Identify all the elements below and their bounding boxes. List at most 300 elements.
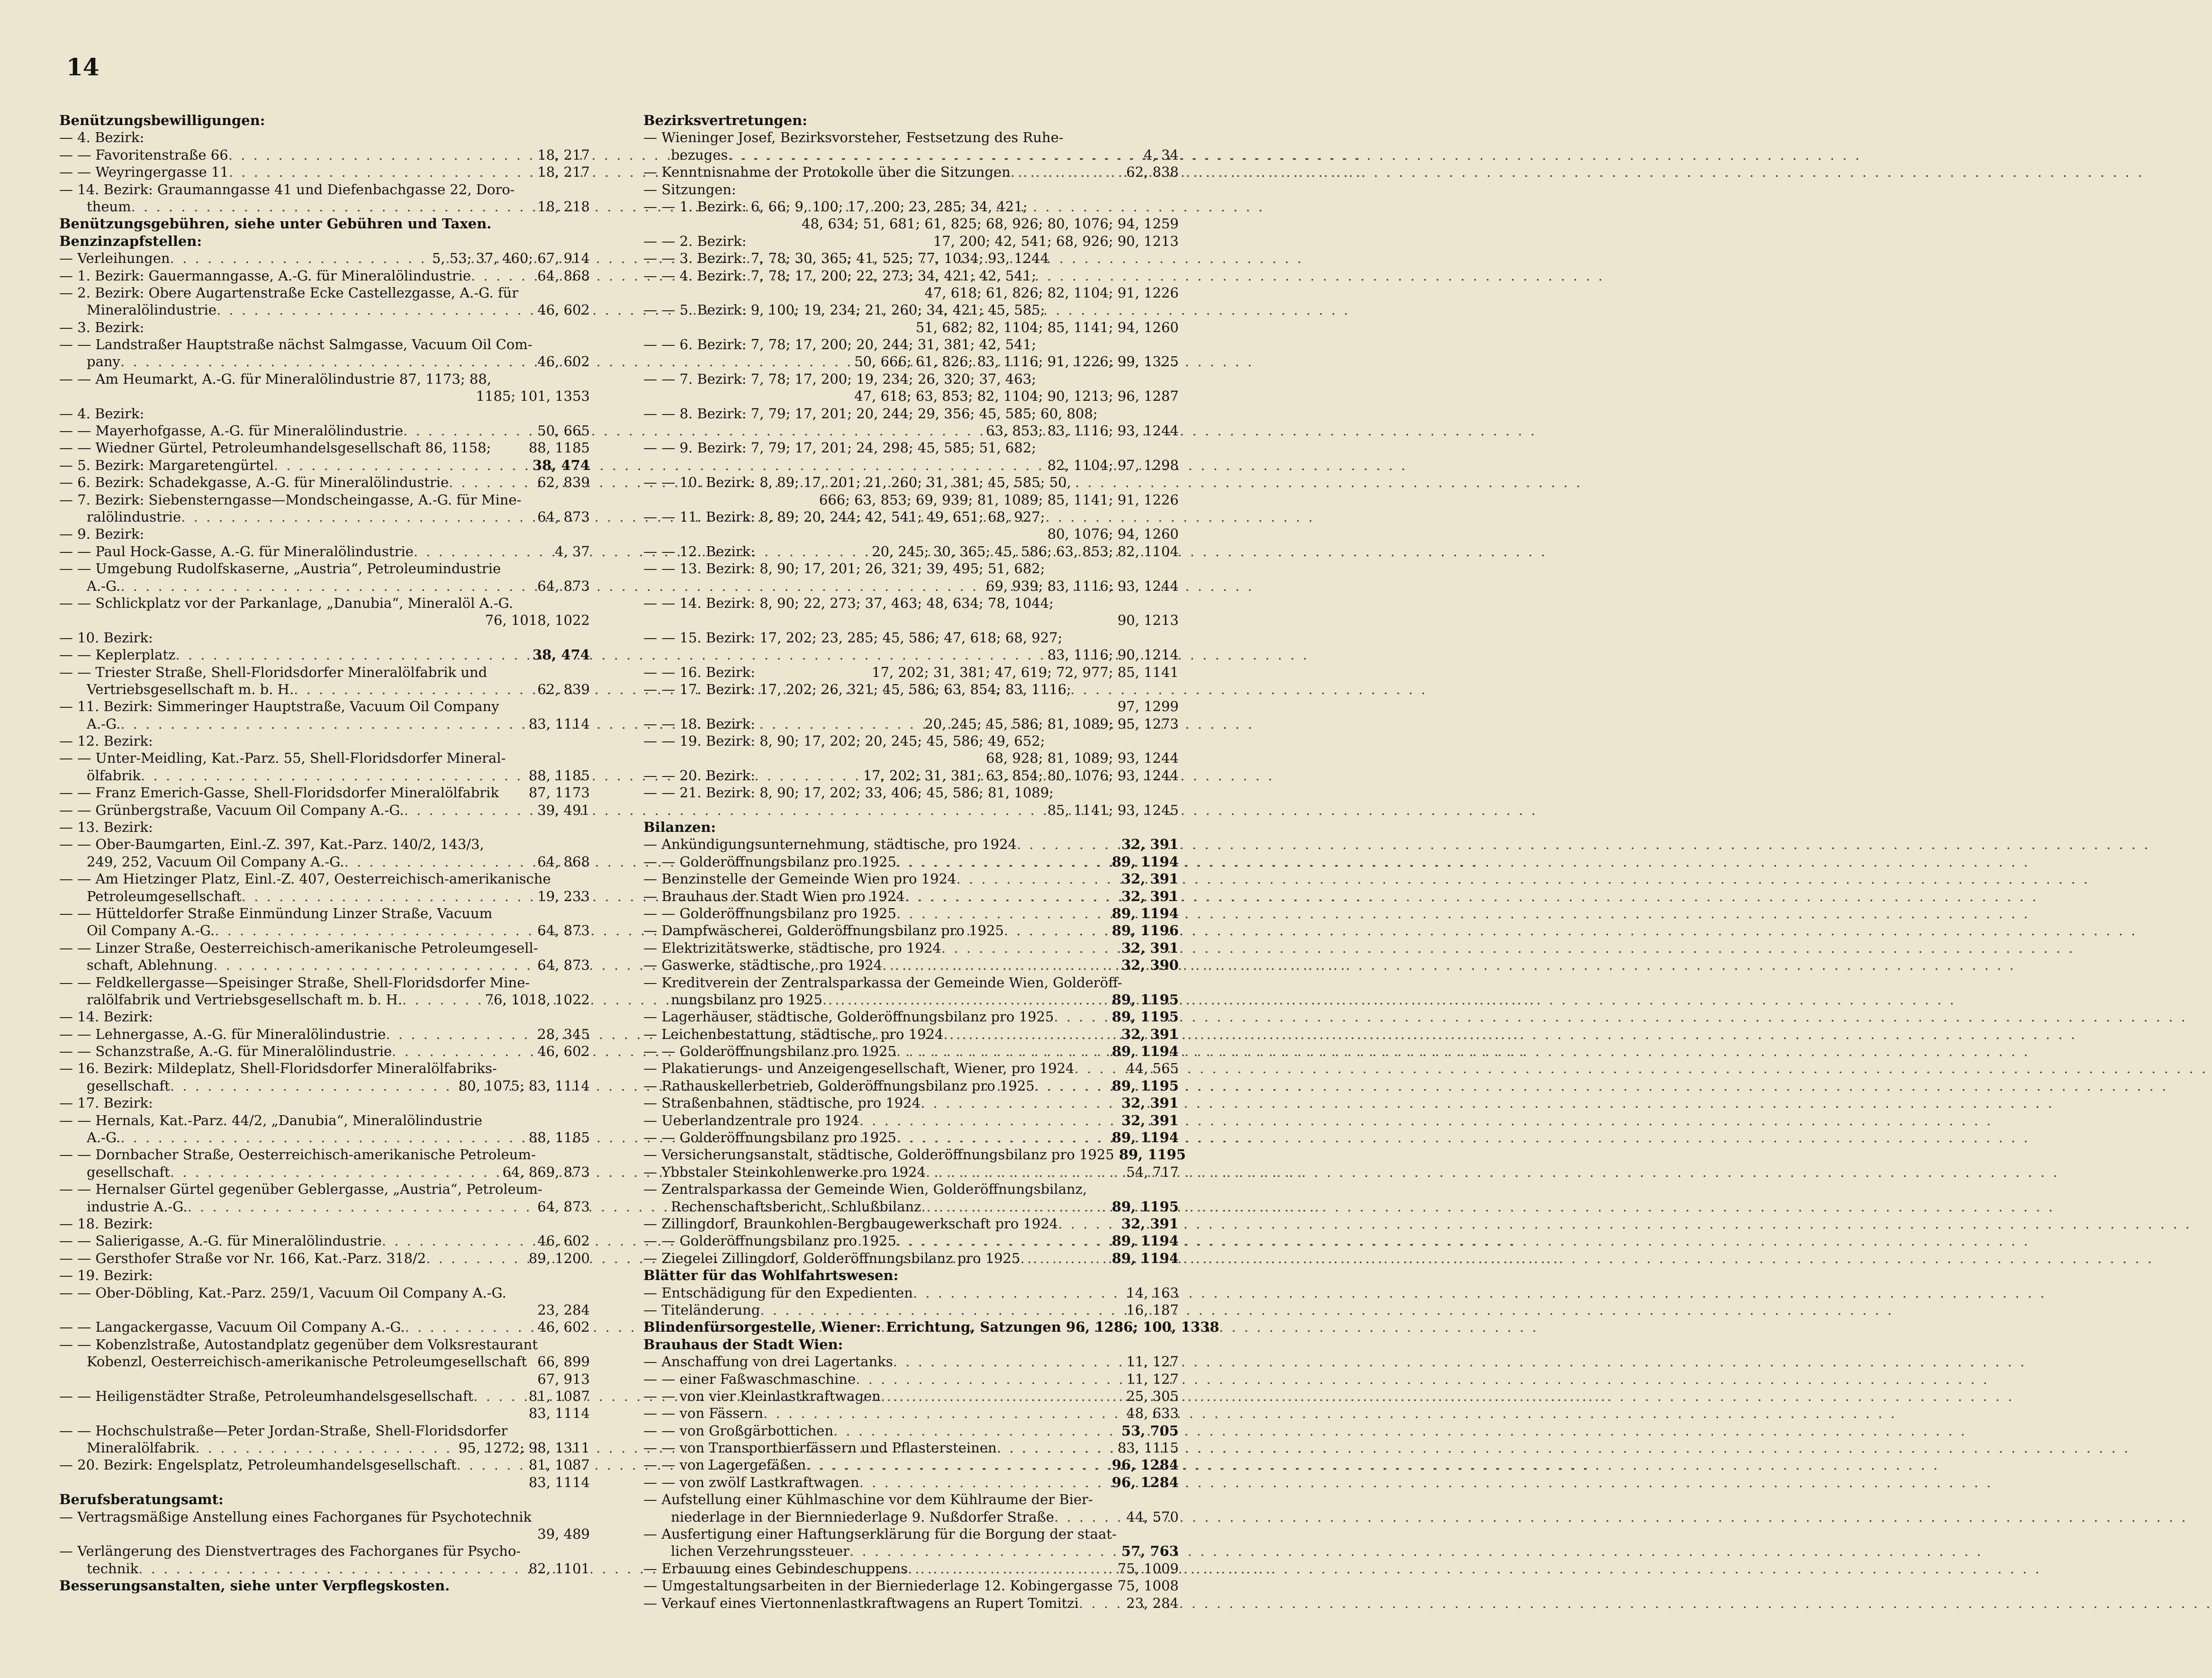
entry-text: industrie A.-G. — [87, 1198, 188, 1215]
page-reference: 89, 1194 — [1111, 1250, 1179, 1266]
index-entry — [59, 939, 590, 956]
dot-leader — [392, 1043, 533, 1060]
index-entry — [59, 991, 590, 1008]
index-heading — [643, 112, 1179, 129]
entry-text: — 3. Bezirk: — [59, 319, 144, 335]
page-reference: 28, 345 — [537, 1026, 590, 1042]
entry-text: Blindenfürsorgestelle, Wiener: Errichtung, Satzungen 96, 1286; 100, 1338 — [643, 1319, 1219, 1335]
index-entry — [643, 1474, 1179, 1491]
dot-leader — [882, 956, 1117, 974]
index-entry — [643, 1577, 1179, 1594]
index-entry — [643, 405, 1179, 422]
index-entry — [643, 698, 1179, 715]
page-reference: 32, 391 — [1121, 1095, 1179, 1111]
page-reference: 16, 187 — [1126, 1301, 1179, 1318]
dot-leader — [896, 1129, 1107, 1146]
page-reference: 11, 127 — [1126, 1353, 1179, 1370]
entry-text: — 12. Bezirk: — [59, 733, 153, 749]
page-reference: 4, 37 — [555, 543, 590, 559]
index-entry — [643, 1008, 1179, 1025]
index-entry — [59, 1094, 590, 1111]
index-entry — [643, 1388, 1179, 1405]
index-entry — [643, 215, 1179, 232]
page-reference: 57, 763 — [1121, 1543, 1179, 1560]
index-entry — [643, 664, 1179, 681]
index-entry — [59, 543, 590, 560]
index-entry — [643, 577, 1179, 595]
entry-text: schaft, Ablehnung — [87, 957, 214, 974]
page-reference: 88, 1185 — [528, 440, 590, 456]
index-entry — [643, 1371, 1179, 1388]
index-entry — [643, 1094, 1179, 1111]
entry-text: — Elektrizitätswerke, städtische, pro 1924 — [643, 939, 941, 956]
entry-text: — — 16. Bezirk: — [643, 664, 756, 680]
dot-leader — [195, 1439, 453, 1456]
entry-text: — Entschädigung für den Expedienten — [643, 1284, 913, 1301]
page-reference: 11, 127 — [1126, 1371, 1179, 1387]
entry-text: — Versicherungsanstalt, städtische, Golderöffnungsbilanz pro 1925 — [643, 1146, 1114, 1163]
page-reference: 25, 305 — [1126, 1388, 1179, 1404]
dot-leader — [131, 198, 533, 215]
dot-leader — [921, 1198, 1107, 1215]
index-entry — [643, 181, 1179, 198]
page-reference: 46, 602 — [537, 353, 590, 370]
index-entry — [59, 560, 590, 577]
index-entry — [59, 1077, 590, 1094]
page-reference: 64, 873 — [537, 577, 590, 594]
index-entry — [643, 1491, 1179, 1508]
entry-text: — — Schlickplatz vor der Parkanlage, „Danubia“, Mineralöl A.-G. — [59, 595, 514, 611]
index-entry — [643, 301, 1179, 318]
page-reference: 95, 1272; 98, 1311 — [458, 1440, 590, 1456]
index-entry — [643, 525, 1179, 542]
entry-text: ralölindustrie — [87, 508, 181, 525]
entry-text: — Zillingdorf, Braunkohlen-Bergbaugewerkschaft pro 1924 — [643, 1216, 1058, 1232]
entry-text: Rechenschaftsbericht, Schlußbilanz — [671, 1198, 921, 1215]
index-entry — [643, 853, 1179, 870]
index-entry — [59, 1043, 590, 1060]
entry-text: A.-G. — [87, 1129, 121, 1146]
index-column-left — [59, 112, 590, 1595]
index-entry — [59, 1008, 590, 1025]
page-reference: 64, 869, 873 — [502, 1164, 590, 1180]
entry-text: — Straßenbahnen, städtische, pro 1924 — [643, 1095, 921, 1111]
index-entry — [59, 525, 590, 542]
index-entry — [59, 1422, 590, 1439]
dot-leader — [822, 991, 1107, 1008]
index-entry — [643, 146, 1179, 163]
entry-text: — Kenntnisnahme der Protokolle über die Sitzungen — [643, 164, 1011, 180]
index-entry — [643, 732, 1179, 749]
entry-text: — — 13. Bezirk: 8, 90; 17, 201; 26, 321; 39, 495; 51, 682; — [643, 560, 1045, 577]
page-reference: 32, 391 — [1121, 1112, 1179, 1128]
index-entry — [643, 715, 1179, 732]
page-reference: 23, 284 — [537, 1301, 590, 1318]
index-entry — [59, 1543, 590, 1560]
page-reference: 67, 913 — [537, 1371, 590, 1387]
entry-text: — — Heiligenstädter Straße, Petroleumhandelsgesellschaft — [59, 1388, 474, 1404]
index-entry — [643, 233, 1179, 250]
entry-text: — — Golderöffnungsbilanz pro 1925 — [643, 1129, 896, 1146]
page-reference: 17, 202; 31, 381; 63, 854; 80, 1076; 93, 1244 — [863, 767, 1179, 784]
index-entry — [643, 939, 1179, 956]
entry-text: Bilanzen: — [643, 819, 716, 836]
entry-text: Blätter für das Wohlfahrtswesen: — [643, 1267, 899, 1284]
page-reference: 17, 202; 31, 381; 47, 619; 72, 977; 85, 1141 — [872, 664, 1179, 680]
index-entry — [643, 1112, 1179, 1129]
entry-text: Berufsberatungsamt: — [59, 1491, 224, 1508]
entry-text: — — Schanzstraße, A.-G. für Mineralölindustrie — [59, 1043, 392, 1060]
page-reference: 46, 602 — [537, 1043, 590, 1060]
index-entry — [643, 922, 1179, 939]
index-entry — [643, 595, 1179, 612]
page-reference: 83, 1115 — [1117, 1440, 1179, 1456]
entry-text: — Ziegelei Zillingdorf, Golderöffnungsbilanz pro 1925 — [643, 1250, 1020, 1266]
index-entry — [643, 1543, 1179, 1560]
entry-text: — — 20. Bezirk: — [643, 767, 756, 784]
entry-text: — 11. Bezirk: Simmeringer Hauptstraße, Vacuum Oil Company — [59, 698, 499, 715]
page-reference: 19, 233 — [537, 888, 590, 904]
entry-text: — 2. Bezirk: Obere Augartenstraße Ecke Castellezgasse, A.-G. für — [59, 284, 519, 301]
index-entry — [643, 905, 1179, 922]
page-reference: 81, 1087 — [528, 1457, 590, 1473]
page-reference: 32, 391 — [1121, 888, 1179, 904]
entry-text: — — Golderöffnungsbilanz pro 1925 — [643, 1233, 896, 1249]
index-entry — [59, 1215, 590, 1232]
index-entry — [643, 974, 1179, 991]
index-entry — [643, 888, 1179, 905]
entry-text: — — Golderöffnungsbilanz pro 1925 — [643, 853, 896, 870]
index-entry — [643, 1560, 1179, 1577]
page-reference: 1185; 101, 1353 — [476, 388, 590, 405]
index-entry — [59, 1560, 590, 1577]
index-entry — [643, 560, 1179, 577]
dot-leader — [1079, 1595, 1121, 1612]
entry-text: bezuges — [671, 146, 728, 163]
dot-leader — [1074, 1060, 1122, 1077]
index-entry — [59, 802, 590, 819]
dot-leader — [833, 1422, 1117, 1439]
page-reference: 4, 34 — [1144, 146, 1179, 163]
index-entry — [643, 1250, 1179, 1267]
entry-text: — — Hernalser Gürtel gegenüber Geblergasse, „Austria“, Petroleum- — [59, 1181, 542, 1198]
page-reference: 32, 391 — [1121, 1026, 1179, 1042]
index-entry — [643, 1508, 1179, 1525]
dot-leader — [1035, 1077, 1107, 1094]
dot-leader — [893, 1353, 1122, 1370]
index-entry — [59, 1198, 590, 1215]
dot-leader — [457, 1456, 524, 1473]
entry-text: — Dampfwäscherei, Golderöffnungsbilanz pro 1925 — [643, 922, 1004, 939]
dot-leader — [926, 1164, 1121, 1181]
entry-text: — Verlängerung des Dienstvertrages des Fachorganes für Psycho- — [59, 1543, 521, 1560]
index-entry — [59, 405, 590, 422]
page-reference: 80, 1075; 83, 1114 — [458, 1077, 590, 1094]
index-heading — [59, 112, 590, 129]
index-entry — [643, 1456, 1179, 1473]
dot-leader — [414, 543, 550, 560]
index-entry — [643, 646, 1179, 663]
page-reference: 76, 1018, 1022 — [485, 612, 590, 629]
entry-text: — — 15. Bezirk: 17, 202; 23, 285; 45, 586; 47, 618; 68, 927; — [643, 629, 1063, 646]
index-entry — [59, 146, 590, 163]
index-entry — [59, 1129, 590, 1146]
dot-leader — [274, 457, 528, 474]
dot-leader — [856, 1371, 1121, 1388]
index-entry — [643, 267, 1179, 284]
index-entry — [643, 956, 1179, 974]
dot-leader — [404, 802, 533, 819]
dot-leader — [859, 1474, 1107, 1491]
index-entry — [59, 336, 590, 353]
index-entry — [59, 1112, 590, 1129]
page-reference: 82, 1101 — [528, 1560, 590, 1577]
index-entry — [59, 956, 590, 974]
page-reference: 47, 618; 61, 826; 82, 1104; 91, 1226 — [924, 284, 1179, 301]
entry-text: — — Keplerplatz — [59, 647, 176, 663]
index-entry — [59, 681, 590, 698]
entry-text: — — von Großgärbottichen — [643, 1422, 834, 1439]
dot-leader — [997, 1439, 1113, 1456]
index-entry — [59, 1371, 590, 1388]
dot-leader — [896, 905, 1107, 922]
index-entry — [643, 1525, 1179, 1543]
dot-leader — [1054, 1008, 1107, 1025]
entry-text: — Gaswerke, städtische, pro 1924 — [643, 957, 883, 974]
index-entry — [59, 767, 590, 784]
entry-text: Besserungsanstalten, siehe unter Verpflegskosten. — [59, 1578, 450, 1594]
dot-leader — [859, 1112, 1117, 1129]
index-entry — [643, 870, 1179, 887]
index-column-right — [643, 112, 1219, 1612]
entry-text: — Leichenbestattung, städtische, pro 1924 — [643, 1026, 944, 1042]
entry-text: — Zentralsparkassa der Gemeinde Wien, Golderöffnungsbilanz, — [643, 1181, 1087, 1198]
index-entry — [59, 267, 590, 284]
dot-leader — [913, 1284, 1121, 1301]
entry-text: — Benzinstelle der Gemeinde Wien pro 1924 — [643, 871, 957, 887]
entry-text: — 7. Bezirk: Siebensterngasse—Mondscheingasse, A.-G. für Mine- — [59, 491, 522, 508]
index-entry — [59, 284, 590, 301]
entry-text: — — 1. Bezirk: 6, 66; 9, 100; 17, 200; 23, 285; 34, 421; — [643, 198, 1028, 215]
entry-text: ralölfabrik und Vertriebsgesellschaft m. b. H. — [87, 991, 402, 1008]
dot-leader — [120, 715, 524, 732]
entry-text: — — von vier Kleinlastkraftwagen — [643, 1388, 881, 1404]
index-entry — [643, 508, 1179, 525]
index-entry — [59, 457, 590, 474]
index-entry — [59, 595, 590, 612]
index-entry — [59, 905, 590, 922]
entry-text: — — von Transportbierfässern und Pflastersteinen — [643, 1440, 997, 1456]
entry-text: 249, 252, Vacuum Oil Company A.-G. — [87, 853, 344, 870]
entry-text: — — Triester Straße, Shell-Floridsdorfer Mineralölfabrik und — [59, 664, 488, 680]
entry-text: Brauhaus der Stadt Wien: — [643, 1336, 843, 1353]
entry-text: — Anschaffung von drei Lagertanks — [643, 1353, 893, 1370]
index-entry — [643, 802, 1179, 819]
index-entry — [643, 1405, 1179, 1422]
page-reference: 20, 245; 30, 365; 45, 586; 63, 853; 82, 1104 — [872, 543, 1179, 559]
dot-leader — [1054, 1508, 1121, 1525]
dot-leader — [1011, 163, 1121, 180]
entry-text: — — Golderöffnungsbilanz pro 1925 — [643, 905, 896, 921]
dot-leader — [242, 888, 533, 905]
index-entry — [59, 646, 590, 663]
dot-leader — [228, 146, 533, 163]
index-entry — [59, 163, 590, 180]
page-reference: 54, 717 — [1126, 1164, 1179, 1180]
entry-text: A.-G. — [87, 577, 121, 594]
page-reference: 75, 1009 — [1117, 1560, 1179, 1577]
index-entry — [59, 353, 590, 370]
entry-text: Benzinzapfstellen: — [59, 233, 202, 249]
entry-text: — 19. Bezirk: — [59, 1267, 153, 1284]
entry-text: — — 17. Bezirk: 17, 202; 26, 321; 45, 586; 63, 854; 83, 1116; — [643, 681, 1071, 697]
entry-text: Oil Company A.-G. — [87, 922, 215, 939]
entry-text: — Ausfertigung einer Haftungserklärung für die Borgung der staat- — [643, 1526, 1117, 1543]
index-entry — [59, 181, 590, 198]
index-entry — [643, 129, 1179, 146]
entry-text: — — 3. Bezirk: 7, 78; 30, 365; 41, 525; 77, 1034; 93, 1244 — [643, 250, 1049, 267]
page-reference: 47, 618; 63, 853; 82, 1104; 90, 1213; 96, 1287 — [854, 388, 1179, 405]
entry-text: — — Hütteldorfer Straße Einmündung Linzer Straße, Vacuum — [59, 905, 493, 921]
entry-text: pany — [87, 353, 120, 370]
index-entry — [59, 888, 590, 905]
entry-text: — 13. Bezirk: — [59, 819, 153, 836]
page-reference: 83, 1116; 90, 1214 — [1047, 647, 1179, 663]
dot-leader — [944, 1026, 1117, 1043]
page-reference: 14, 163 — [1126, 1284, 1179, 1301]
dot-leader — [120, 577, 533, 595]
entry-text: — — 9. Bezirk: 7, 79; 17, 201; 24, 298; 45, 585; 51, 682; — [643, 440, 1037, 456]
page-reference: 20, 245; 45, 586; 81, 1089; 95, 1273 — [924, 715, 1179, 732]
index-entry — [643, 284, 1179, 301]
page-reference: 83, 1114 — [528, 715, 590, 732]
dot-leader — [215, 922, 533, 939]
page-reference: 46, 602 — [537, 302, 590, 318]
dot-leader — [449, 474, 533, 491]
entry-text: — — von Lagergefäßen — [643, 1457, 806, 1473]
dot-leader — [956, 870, 1116, 887]
page-reference: 63, 853; 83, 1116; 93, 1244 — [986, 423, 1179, 439]
dot-leader — [403, 422, 533, 439]
entry-text: — — Ober-Baumgarten, Einl.-Z. 397, Kat.-Parz. 140/2, 143/3, — [59, 836, 484, 853]
index-entry — [59, 784, 590, 801]
index-entry — [643, 1232, 1179, 1249]
entry-text: — — einer Faßwaschmaschine — [643, 1371, 856, 1387]
page-reference: 32, 391 — [1121, 871, 1179, 887]
dot-leader — [1058, 1215, 1117, 1232]
page-reference: 64, 873 — [537, 922, 590, 939]
page-reference: 46, 602 — [537, 1233, 590, 1249]
index-entry — [643, 749, 1179, 767]
dot-leader — [1020, 1250, 1107, 1267]
index-entry — [59, 1232, 590, 1249]
page-reference: 69, 939; 83, 1116; 93, 1244 — [986, 577, 1179, 594]
index-entry — [643, 474, 1179, 491]
page-reference: 62, 839 — [537, 474, 590, 491]
entry-text: — — Hernals, Kat.-Parz. 44/2, „Danubia“, Mineralölindustrie — [59, 1112, 482, 1128]
index-entry — [59, 491, 590, 508]
page-reference: 96, 1284 — [1111, 1474, 1179, 1490]
page-reference: 64, 873 — [537, 957, 590, 974]
index-entry — [643, 422, 1179, 439]
index-entry — [59, 819, 590, 836]
entry-text: Petroleumgesellschaft — [87, 888, 242, 904]
page-reference: 5, 53; 37, 460; 67, 914 — [432, 250, 590, 267]
page-reference: 89, 1194 — [1111, 1129, 1179, 1146]
entry-text: — — 4. Bezirk: 7, 78; 17, 200; 22, 273; 34, 421; 42, 541; — [643, 267, 1037, 284]
index-entry — [59, 853, 590, 870]
page-reference: 18, 217 — [537, 146, 590, 163]
entry-text: — — 7. Bezirk: 7, 78; 17, 200; 19, 234; 26, 320; 37, 463; — [643, 370, 1037, 387]
page-reference: 62, 838 — [1126, 164, 1179, 180]
entry-text: gesellschaft — [87, 1077, 170, 1094]
dot-leader — [120, 353, 533, 370]
page-reference: 44, 565 — [1126, 1060, 1179, 1077]
page-reference: 89, 1194 — [1111, 853, 1179, 870]
dot-leader — [217, 301, 533, 318]
page-reference: 88, 1185 — [528, 1129, 590, 1146]
page-reference: 89, 1194 — [1111, 1233, 1179, 1249]
index-entry — [643, 250, 1179, 267]
page-reference: 96, 1284 — [1111, 1457, 1179, 1473]
index-entry — [59, 1474, 590, 1491]
entry-text: — — 5. Bezirk: 9, 100; 19, 234; 21, 260; 34, 421; 45, 585; — [643, 302, 1045, 318]
entry-text: Vertriebsgesellschaft m. b. H. — [87, 681, 294, 697]
entry-text: — — Golderöffnungsbilanz pro 1925 — [643, 1043, 896, 1060]
entry-text: — Verleihungen — [59, 250, 170, 267]
entry-text: — — Linzer Straße, Oesterreichisch-amerikanische Petroleumgesell- — [59, 939, 538, 956]
entry-text: — 5. Bezirk: Margaretengürtel — [59, 457, 274, 473]
entry-text: — — 11. Bezirk: 8, 89; 20, 244; 42, 541; 49, 651; 68, 927; — [643, 508, 1045, 525]
index-entry — [59, 974, 590, 991]
index-entry — [59, 250, 590, 267]
page-reference: 17, 200; 42, 541; 68, 926; 90, 1213 — [933, 233, 1179, 249]
page-reference: 83, 1114 — [528, 1474, 590, 1490]
dot-leader — [426, 1250, 524, 1267]
index-entry — [59, 922, 590, 939]
page-reference: 39, 491 — [537, 802, 590, 818]
entry-text: — — Franz Emerich-Gasse, Shell-Floridsdorfer Mineralölfabrik — [59, 785, 499, 801]
dot-leader — [849, 1543, 1117, 1560]
index-entry — [59, 198, 590, 215]
index-entry — [59, 1250, 590, 1267]
page-reference: 75, 1008 — [1117, 1578, 1179, 1594]
dot-leader — [188, 1198, 533, 1215]
index-heading — [643, 1336, 1179, 1353]
page-reference: 87, 1173 — [528, 785, 590, 801]
dot-leader — [138, 1560, 524, 1577]
entry-text: — 18. Bezirk: — [59, 1216, 153, 1232]
index-entry — [59, 439, 590, 456]
entry-text: — — Favoritenstraße 66 — [59, 146, 228, 163]
index-entry — [59, 1388, 590, 1405]
dot-leader — [1004, 922, 1107, 939]
index-entry — [59, 870, 590, 887]
index-entry — [59, 1405, 590, 1422]
entry-text: — Titeländerung — [643, 1301, 760, 1318]
entry-text: — — Gersthofer Straße vor Nr. 166, Kat.-Parz. 318/2 — [59, 1250, 426, 1266]
page-reference: 80, 1076; 94, 1260 — [1047, 526, 1179, 542]
index-entry — [59, 715, 590, 732]
entry-text: — — Feldkellergasse—Speisinger Straße, Shell-Floridsdorfer Mine- — [59, 974, 530, 991]
dot-leader — [881, 1388, 1121, 1405]
page-reference: 53, 705 — [1121, 1422, 1179, 1439]
index-entry — [59, 319, 590, 336]
dot-leader — [921, 1094, 1117, 1111]
index-entry — [59, 129, 590, 146]
entry-text: — — Kobenzlstraße, Autostandplatz gegenüber dem Volksrestaurant — [59, 1336, 538, 1353]
page-reference: 89, 1200 — [528, 1250, 590, 1266]
